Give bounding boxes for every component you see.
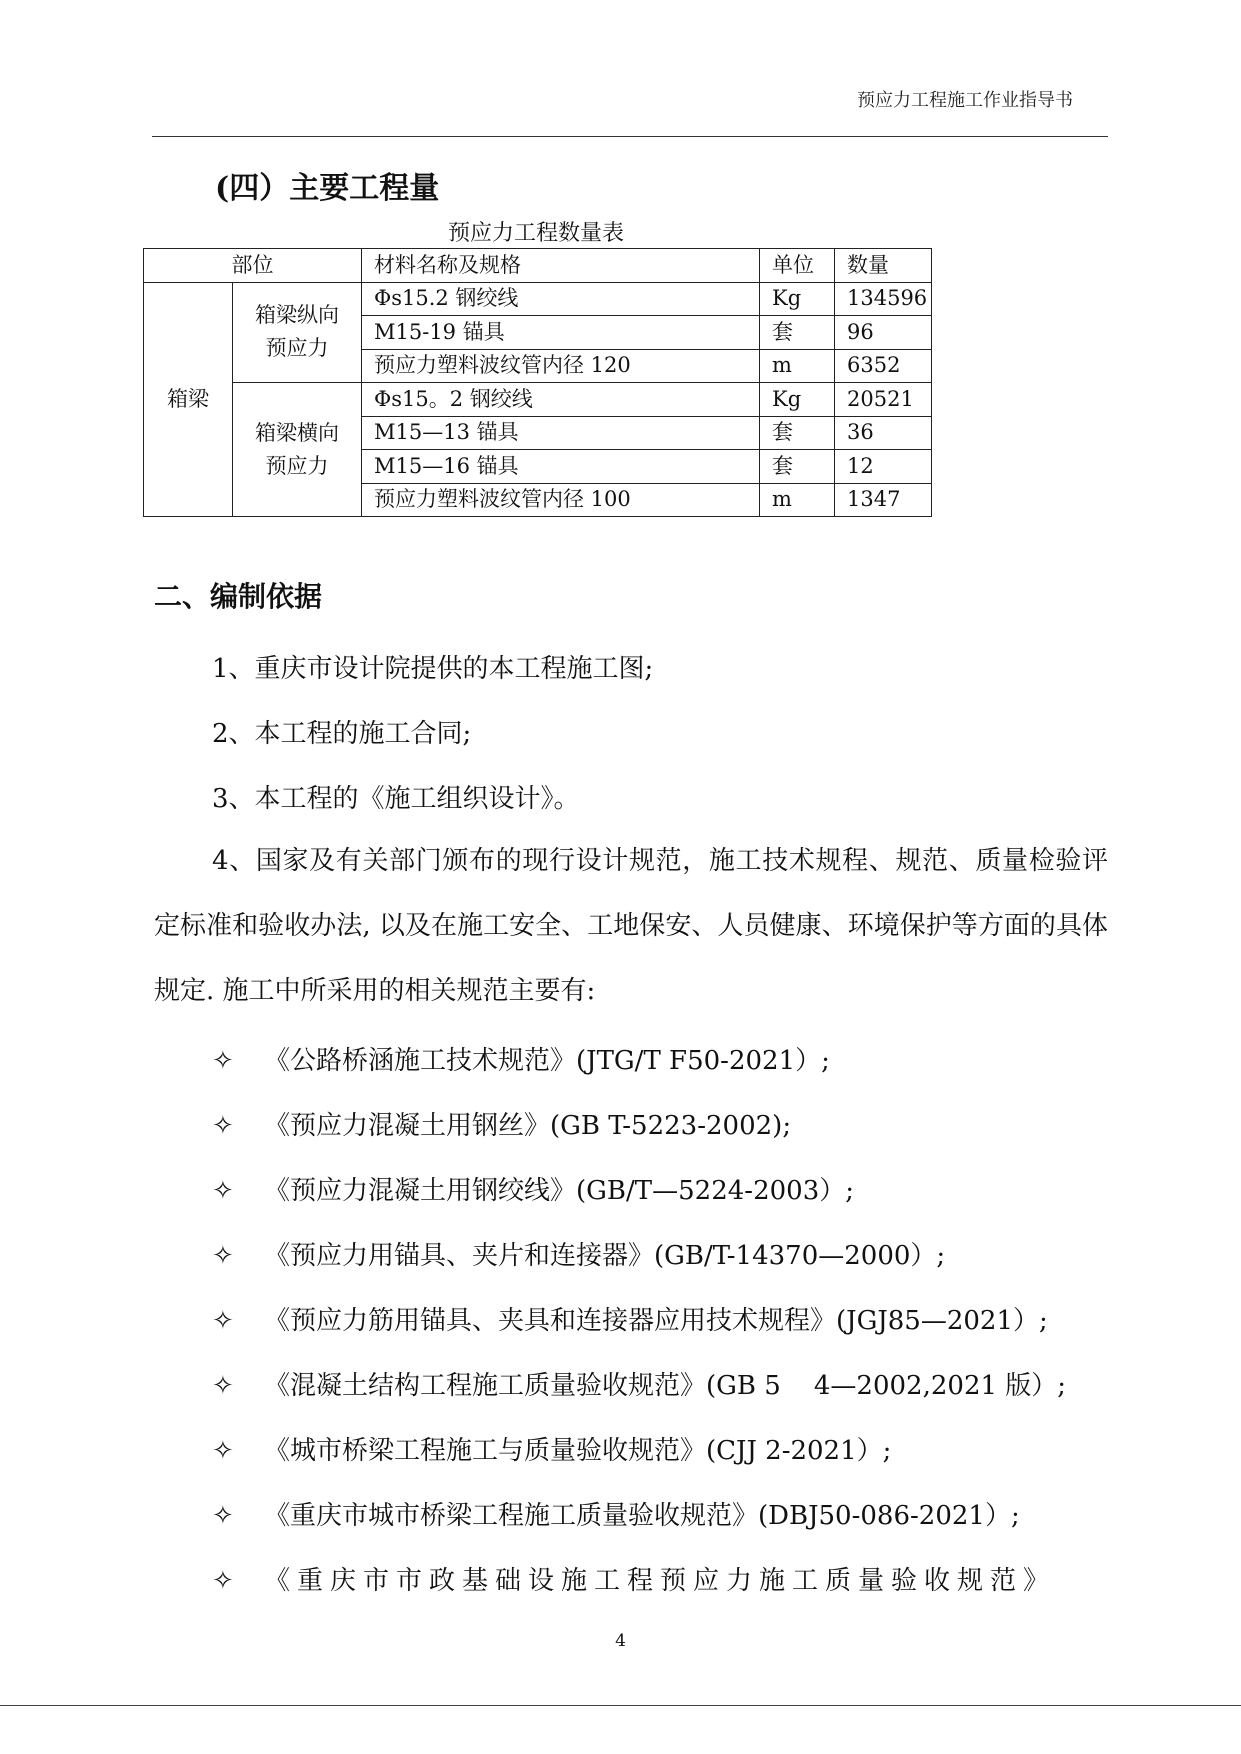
- unit-cell: Kg: [760, 383, 835, 417]
- standard-text: 《重庆市市政基础设施工程预应力施工质量验收规范》: [264, 1566, 1057, 1596]
- standard-list-item: [212, 1040, 1108, 1077]
- standard-list-item: [212, 1430, 1108, 1467]
- diamond-bullet-icon: ✧: [212, 1111, 234, 1141]
- diamond-bullet-icon: ✧: [212, 1501, 234, 1531]
- material-cell: 预应力塑料波纹管内径 120: [362, 349, 760, 383]
- standard-list-item: [212, 1560, 1108, 1597]
- basis-item-3: 3、本工程的《施工组织设计》。: [212, 784, 580, 814]
- material-cell: 预应力塑料波纹管内径 100: [362, 483, 760, 517]
- standard-list-item: [212, 1300, 1108, 1337]
- part-cell: 箱梁: [144, 282, 233, 517]
- column-header-part: 部位: [144, 249, 362, 283]
- diamond-bullet-icon: ✧: [212, 1176, 234, 1206]
- group-label-line1: 箱梁纵向: [255, 303, 339, 328]
- standard-text: 《重庆市城市桥梁工程施工质量验收规范》(DBJ50-086-2021）;: [264, 1501, 1020, 1531]
- unit-cell: 套: [760, 416, 835, 450]
- standard-list-item: [212, 1365, 1108, 1402]
- standard-text: 《公路桥涵施工技术规范》(JTG/T F50-2021）;: [264, 1046, 830, 1076]
- standard-text: 《预应力用锚具、夹片和连接器》(GB/T-14370—2000）;: [264, 1241, 946, 1271]
- qty-cell: 6352: [835, 349, 932, 383]
- unit-cell: 套: [760, 316, 835, 350]
- basis-item-4-text: 4、国家及有关部门颁布的现行设计规范，施工技术规程、规范、质量检验评定标准和验收办法, 以及在施工安全、工地保安、人员健康、环境保护等方面的具体规定. 施工中所采用的相关规范主要有:: [154, 846, 1108, 1006]
- group-label-line1: 箱梁横向: [255, 420, 339, 445]
- material-cell: Φs15.2 钢绞线: [362, 282, 760, 316]
- basis-item-4-paragraph: [154, 829, 1108, 1024]
- diamond-bullet-icon: ✧: [212, 1371, 234, 1401]
- column-header-unit: 单位: [760, 249, 835, 283]
- diamond-bullet-icon: ✧: [212, 1436, 234, 1466]
- qty-cell: 1347: [835, 483, 932, 517]
- diamond-bullet-icon: ✧: [212, 1046, 234, 1076]
- material-cell: M15—13 锚具: [362, 416, 760, 450]
- qty-cell: 20521: [835, 383, 932, 417]
- qty-cell: 96: [835, 316, 932, 350]
- material-cell: Φs15。2 钢绞线: [362, 383, 760, 417]
- diamond-bullet-icon: ✧: [212, 1566, 241, 1596]
- diamond-bullet-icon: ✧: [212, 1306, 234, 1336]
- table-header-row: [144, 249, 932, 283]
- basis-item-2: 2、本工程的施工合同;: [212, 719, 472, 749]
- group-label-line2: 预应力: [265, 453, 329, 478]
- group-cell-transverse: [233, 383, 362, 517]
- qty-cell: 134596: [835, 282, 932, 316]
- material-cell: M15—16 锚具: [362, 450, 760, 484]
- diamond-bullet-icon: ✧: [212, 1241, 234, 1271]
- standard-text: 《预应力筋用锚具、夹具和连接器应用技术规程》(JGJ85—2021）;: [264, 1306, 1048, 1336]
- unit-cell: m: [760, 483, 835, 517]
- standard-text: 《城市桥梁工程施工与质量验收规范》(CJJ 2-2021）;: [264, 1436, 892, 1466]
- standard-list-item: [212, 1495, 1108, 1532]
- running-header: 预应力工程施工作业指导书: [857, 90, 1073, 111]
- group-label-line2: 预应力: [265, 336, 329, 361]
- group-cell-longitudinal: [233, 282, 362, 383]
- qty-cell: 12: [835, 450, 932, 484]
- table-caption: 预应力工程数量表: [447, 221, 624, 246]
- basis-item-1: 1、重庆市设计院提供的本工程施工图;: [212, 654, 654, 684]
- material-cell: M15-19 锚具: [362, 316, 760, 350]
- unit-cell: Kg: [760, 282, 835, 316]
- unit-cell: m: [760, 349, 835, 383]
- standard-text: 《预应力混凝土用钢绞线》(GB/T—5224-2003）;: [264, 1176, 855, 1206]
- column-header-qty: 数量: [835, 249, 932, 283]
- standard-list-item: [212, 1235, 1108, 1272]
- standard-text: 《混凝土结构工程施工质量验收规范》(GB 5 4—2002,2021 版）;: [264, 1371, 1067, 1401]
- qty-cell: 36: [835, 416, 932, 450]
- standard-text: 《预应力混凝土用钢丝》(GB T-5223-2002);: [264, 1111, 792, 1141]
- quantity-table: [143, 248, 932, 517]
- header-divider: [152, 136, 1108, 137]
- unit-cell: 套: [760, 450, 835, 484]
- table-row: [144, 282, 932, 316]
- table-row: [144, 383, 932, 417]
- footer-divider: [0, 1705, 1241, 1706]
- column-header-material: 材料名称及规格: [362, 249, 760, 283]
- section-title-basis: 二、编制依据: [154, 580, 323, 613]
- standard-list-item: [212, 1105, 1108, 1142]
- section-title-quantities: (四）主要工程量: [215, 171, 440, 206]
- page-number: 4: [615, 1631, 626, 1651]
- standard-list-item: [212, 1170, 1108, 1207]
